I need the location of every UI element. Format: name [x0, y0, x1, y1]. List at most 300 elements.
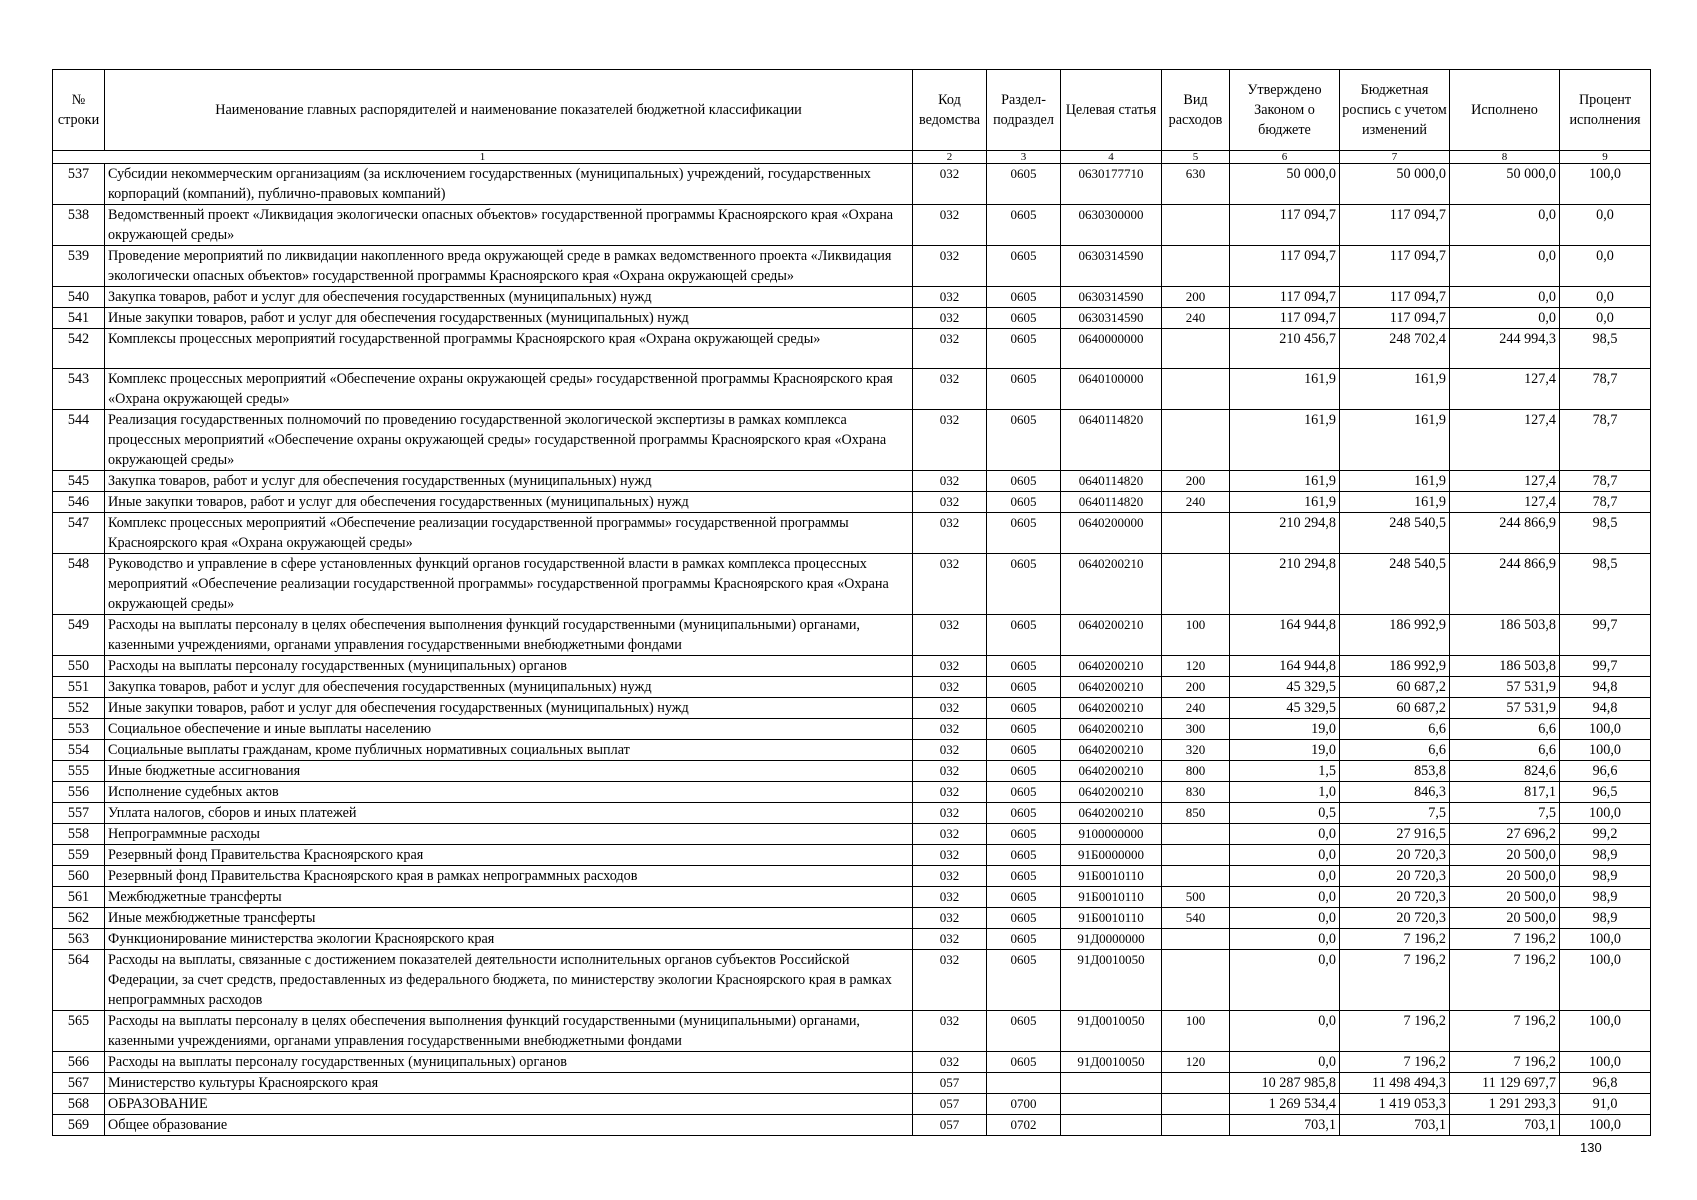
budget-schedule-cell: 20 720,3: [1340, 887, 1450, 908]
executed-cell: 186 503,8: [1450, 656, 1560, 677]
budget-schedule-cell: 248 540,5: [1340, 513, 1450, 554]
row-number-cell: 566: [53, 1052, 105, 1073]
row-name-cell: Закупка товаров, работ и услуг для обеспечения государственных (муниципальных) нужд: [105, 677, 913, 698]
target-article-cell: 0640114820: [1061, 471, 1162, 492]
row-number-cell: 559: [53, 845, 105, 866]
table-row: [53, 1073, 1651, 1094]
table-row: [53, 1011, 1651, 1052]
approved-cell: 161,9: [1230, 410, 1340, 471]
section-cell: 0605: [987, 908, 1061, 929]
percent-cell: 78,7: [1560, 410, 1651, 471]
row-number-cell: 539: [53, 246, 105, 287]
approved-cell: 703,1: [1230, 1115, 1340, 1136]
budget-schedule-cell: 7 196,2: [1340, 929, 1450, 950]
executed-cell: 7 196,2: [1450, 1011, 1560, 1052]
executed-cell: 127,4: [1450, 471, 1560, 492]
row-number-cell: 561: [53, 887, 105, 908]
executed-cell: 57 531,9: [1450, 698, 1560, 719]
header-expense-type: Вид расходов: [1162, 70, 1230, 151]
executed-cell: 186 503,8: [1450, 615, 1560, 656]
row-name-cell: Социальные выплаты гражданам, кроме публичных нормативных социальных выплат: [105, 740, 913, 761]
executed-cell: 244 866,9: [1450, 513, 1560, 554]
target-article-cell: 0630177710: [1061, 164, 1162, 205]
budget-schedule-cell: 27 916,5: [1340, 824, 1450, 845]
row-name-cell: Уплата налогов, сборов и иных платежей: [105, 803, 913, 824]
budget-schedule-cell: 161,9: [1340, 410, 1450, 471]
row-name-cell: Исполнение судебных актов: [105, 782, 913, 803]
approved-cell: 50 000,0: [1230, 164, 1340, 205]
dept-code-cell: 057: [913, 1073, 987, 1094]
dept-code-cell: 032: [913, 329, 987, 369]
budget-schedule-cell: 186 992,9: [1340, 615, 1450, 656]
expense-type-cell: 500: [1162, 887, 1230, 908]
row-number-cell: 556: [53, 782, 105, 803]
approved-cell: 164 944,8: [1230, 615, 1340, 656]
column-number: 9: [1560, 151, 1651, 164]
percent-cell: 99,7: [1560, 615, 1651, 656]
row-name-cell: Министерство культуры Красноярского края: [105, 1073, 913, 1094]
percent-cell: 98,5: [1560, 554, 1651, 615]
table-row: [53, 164, 1651, 205]
dept-code-cell: 032: [913, 369, 987, 410]
section-cell: 0605: [987, 656, 1061, 677]
approved-cell: 161,9: [1230, 492, 1340, 513]
table-header: [53, 70, 1651, 164]
executed-cell: 0,0: [1450, 287, 1560, 308]
executed-cell: 0,0: [1450, 205, 1560, 246]
table-row: [53, 554, 1651, 615]
row-name-cell: Реализация государственных полномочий по проведению государственной экологической экспертизы в рамках комплекса процессных мероприятий «Обеспечение охраны окружающей среды» государственной программы Красноярского края «Охрана окружающей среды»: [105, 410, 913, 471]
target-article-cell: 0640200210: [1061, 554, 1162, 615]
section-cell: 0605: [987, 740, 1061, 761]
row-number-cell: 540: [53, 287, 105, 308]
approved-cell: 0,0: [1230, 908, 1340, 929]
row-number-cell: 567: [53, 1073, 105, 1094]
row-name-cell: Закупка товаров, работ и услуг для обеспечения государственных (муниципальных) нужд: [105, 471, 913, 492]
header-approved: Утверждено Законом о бюджете: [1230, 70, 1340, 151]
target-article-cell: 91Д0010050: [1061, 950, 1162, 1011]
target-article-cell: [1061, 1094, 1162, 1115]
budget-schedule-cell: 1 419 053,3: [1340, 1094, 1450, 1115]
row-name-cell: ОБРАЗОВАНИЕ: [105, 1094, 913, 1115]
expense-type-cell: [1162, 1073, 1230, 1094]
table-row: [53, 1052, 1651, 1073]
expense-type-cell: [1162, 866, 1230, 887]
budget-schedule-cell: 6,6: [1340, 740, 1450, 761]
page-number: 130: [1580, 1140, 1602, 1155]
table-row: [53, 492, 1651, 513]
table-row: [53, 803, 1651, 824]
table-row: [53, 782, 1651, 803]
row-number-cell: 548: [53, 554, 105, 615]
budget-schedule-cell: 248 540,5: [1340, 554, 1450, 615]
target-article-cell: 91Д0010050: [1061, 1011, 1162, 1052]
percent-cell: 78,7: [1560, 492, 1651, 513]
section-cell: 0605: [987, 205, 1061, 246]
row-name-cell: Субсидии некоммерческим организациям (за исключением государственных (муниципальных) учреждений, государственных корпораций (компаний), публично-правовых компаний): [105, 164, 913, 205]
column-number: 6: [1230, 151, 1340, 164]
percent-cell: 0,0: [1560, 246, 1651, 287]
section-cell: 0605: [987, 308, 1061, 329]
approved-cell: 0,0: [1230, 824, 1340, 845]
target-article-cell: 9100000000: [1061, 824, 1162, 845]
row-number-cell: 563: [53, 929, 105, 950]
table-row: [53, 1115, 1651, 1136]
approved-cell: 117 094,7: [1230, 308, 1340, 329]
percent-cell: 91,0: [1560, 1094, 1651, 1115]
expense-type-cell: [1162, 1094, 1230, 1115]
budget-schedule-cell: 7 196,2: [1340, 1011, 1450, 1052]
expense-type-cell: 200: [1162, 677, 1230, 698]
budget-schedule-cell: 161,9: [1340, 492, 1450, 513]
dept-code-cell: 032: [913, 845, 987, 866]
executed-cell: 6,6: [1450, 740, 1560, 761]
row-name-cell: Иные закупки товаров, работ и услуг для обеспечения государственных (муниципальных) нужд: [105, 308, 913, 329]
dept-code-cell: 032: [913, 761, 987, 782]
table-row: [53, 246, 1651, 287]
budget-schedule-cell: 20 720,3: [1340, 866, 1450, 887]
target-article-cell: 0640114820: [1061, 410, 1162, 471]
budget-schedule-cell: 11 498 494,3: [1340, 1073, 1450, 1094]
executed-cell: 244 866,9: [1450, 554, 1560, 615]
expense-type-cell: 800: [1162, 761, 1230, 782]
dept-code-cell: 032: [913, 164, 987, 205]
column-number: 5: [1162, 151, 1230, 164]
row-number-cell: 545: [53, 471, 105, 492]
approved-cell: 0,0: [1230, 845, 1340, 866]
expense-type-cell: [1162, 329, 1230, 369]
percent-cell: 78,7: [1560, 471, 1651, 492]
executed-cell: 7 196,2: [1450, 929, 1560, 950]
expense-type-cell: 100: [1162, 615, 1230, 656]
target-article-cell: 91Д0010050: [1061, 1052, 1162, 1073]
table-row: [53, 719, 1651, 740]
table-row: [53, 513, 1651, 554]
target-article-cell: 0630314590: [1061, 287, 1162, 308]
percent-cell: 96,8: [1560, 1073, 1651, 1094]
budget-execution-table: [52, 69, 1651, 1136]
target-article-cell: 0640100000: [1061, 369, 1162, 410]
column-number: 3: [987, 151, 1061, 164]
expense-type-cell: [1162, 513, 1230, 554]
expense-type-cell: [1162, 950, 1230, 1011]
expense-type-cell: 240: [1162, 698, 1230, 719]
percent-cell: 100,0: [1560, 1011, 1651, 1052]
approved-cell: 0,0: [1230, 866, 1340, 887]
table-row: [53, 929, 1651, 950]
budget-schedule-cell: 853,8: [1340, 761, 1450, 782]
executed-cell: 1 291 293,3: [1450, 1094, 1560, 1115]
row-name-cell: Функционирование министерства экологии Красноярского края: [105, 929, 913, 950]
budget-schedule-cell: 161,9: [1340, 369, 1450, 410]
column-number-row: [53, 151, 1651, 164]
row-name-cell: Расходы на выплаты, связанные с достижением показателей деятельности исполнительных органов субъектов Российской Федерации, за счет средств, предоставленных из федерального бюджета, по министерству экологии Красноярского края в рамках непрограммных расходов: [105, 950, 913, 1011]
dept-code-cell: 032: [913, 887, 987, 908]
table-row: [53, 698, 1651, 719]
row-name-cell: Расходы на выплаты персоналу государственных (муниципальных) органов: [105, 656, 913, 677]
table-row: [53, 740, 1651, 761]
approved-cell: 0,0: [1230, 1011, 1340, 1052]
header-percent: Процент исполнения: [1560, 70, 1651, 151]
row-number-cell: 558: [53, 824, 105, 845]
percent-cell: 98,9: [1560, 866, 1651, 887]
approved-cell: 117 094,7: [1230, 246, 1340, 287]
dept-code-cell: 032: [913, 205, 987, 246]
executed-cell: 20 500,0: [1450, 908, 1560, 929]
dept-code-cell: 032: [913, 554, 987, 615]
table-row: [53, 824, 1651, 845]
approved-cell: 45 329,5: [1230, 677, 1340, 698]
budget-schedule-cell: 846,3: [1340, 782, 1450, 803]
budget-schedule-cell: 117 094,7: [1340, 205, 1450, 246]
approved-cell: 0,5: [1230, 803, 1340, 824]
approved-cell: 1,5: [1230, 761, 1340, 782]
budget-schedule-cell: 7,5: [1340, 803, 1450, 824]
approved-cell: 19,0: [1230, 719, 1340, 740]
expense-type-cell: 540: [1162, 908, 1230, 929]
section-cell: 0605: [987, 698, 1061, 719]
row-name-cell: Социальное обеспечение и иные выплаты населению: [105, 719, 913, 740]
row-number-cell: 569: [53, 1115, 105, 1136]
target-article-cell: 91Б0010110: [1061, 866, 1162, 887]
row-number-cell: 544: [53, 410, 105, 471]
target-article-cell: 0630300000: [1061, 205, 1162, 246]
row-number-cell: 538: [53, 205, 105, 246]
approved-cell: 0,0: [1230, 1052, 1340, 1073]
budget-schedule-cell: 703,1: [1340, 1115, 1450, 1136]
expense-type-cell: 120: [1162, 1052, 1230, 1073]
percent-cell: 100,0: [1560, 803, 1651, 824]
section-cell: 0605: [987, 287, 1061, 308]
target-article-cell: 91Д0000000: [1061, 929, 1162, 950]
row-name-cell: Расходы на выплаты персоналу в целях обеспечения выполнения функций государственными (муниципальными) органами, казенными учреждениями, органами управления государственными внебюджетными фондами: [105, 1011, 913, 1052]
dept-code-cell: 032: [913, 803, 987, 824]
budget-schedule-cell: 60 687,2: [1340, 698, 1450, 719]
approved-cell: 0,0: [1230, 887, 1340, 908]
expense-type-cell: [1162, 369, 1230, 410]
section-cell: 0605: [987, 164, 1061, 205]
section-cell: 0605: [987, 246, 1061, 287]
expense-type-cell: 300: [1162, 719, 1230, 740]
section-cell: 0605: [987, 803, 1061, 824]
expense-type-cell: 830: [1162, 782, 1230, 803]
expense-type-cell: 240: [1162, 308, 1230, 329]
percent-cell: 0,0: [1560, 308, 1651, 329]
budget-schedule-cell: 161,9: [1340, 471, 1450, 492]
row-name-cell: Иные закупки товаров, работ и услуг для обеспечения государственных (муниципальных) нужд: [105, 698, 913, 719]
expense-type-cell: 200: [1162, 471, 1230, 492]
row-number-cell: 543: [53, 369, 105, 410]
section-cell: 0700: [987, 1094, 1061, 1115]
row-number-cell: 554: [53, 740, 105, 761]
section-cell: 0605: [987, 782, 1061, 803]
expense-type-cell: [1162, 1115, 1230, 1136]
budget-schedule-cell: 20 720,3: [1340, 908, 1450, 929]
row-name-cell: Резервный фонд Правительства Красноярского края в рамках непрограммных расходов: [105, 866, 913, 887]
row-name-cell: Комплекс процессных мероприятий «Обеспечение реализации государственной программы» государственной программы Красноярского края «Охрана окружающей среды»: [105, 513, 913, 554]
header-section: Раздел-подраздел: [987, 70, 1061, 151]
row-number-cell: 562: [53, 908, 105, 929]
executed-cell: 127,4: [1450, 492, 1560, 513]
dept-code-cell: 032: [913, 719, 987, 740]
row-name-cell: Комплекс процессных мероприятий «Обеспечение охраны окружающей среды» государственной программы Красноярского края «Охрана окружающей среды»: [105, 369, 913, 410]
approved-cell: 1 269 534,4: [1230, 1094, 1340, 1115]
executed-cell: 27 696,2: [1450, 824, 1560, 845]
approved-cell: 210 456,7: [1230, 329, 1340, 369]
row-name-cell: Ведомственный проект «Ликвидация экологически опасных объектов» государственной программы Красноярского края «Охрана окружающей среды»: [105, 205, 913, 246]
row-name-cell: Руководство и управление в сфере установленных функций органов государственной власти в рамках комплекса процессных мероприятий «Обеспечение реализации государственной программы» государственной программы Красноярского края «Охрана окружающей среды»: [105, 554, 913, 615]
target-article-cell: 0640200210: [1061, 698, 1162, 719]
target-article-cell: 0640114820: [1061, 492, 1162, 513]
row-name-cell: Иные закупки товаров, работ и услуг для обеспечения государственных (муниципальных) нужд: [105, 492, 913, 513]
section-cell: 0605: [987, 1052, 1061, 1073]
percent-cell: 98,5: [1560, 513, 1651, 554]
executed-cell: 127,4: [1450, 410, 1560, 471]
row-name-cell: Общее образование: [105, 1115, 913, 1136]
approved-cell: 45 329,5: [1230, 698, 1340, 719]
row-name-cell: Межбюджетные трансферты: [105, 887, 913, 908]
section-cell: 0605: [987, 615, 1061, 656]
approved-cell: 210 294,8: [1230, 513, 1340, 554]
section-cell: 0605: [987, 410, 1061, 471]
target-article-cell: 0640200210: [1061, 615, 1162, 656]
section-cell: 0605: [987, 677, 1061, 698]
executed-cell: 7,5: [1450, 803, 1560, 824]
table-row: [53, 656, 1651, 677]
dept-code-cell: 032: [913, 615, 987, 656]
section-cell: 0605: [987, 761, 1061, 782]
expense-type-cell: [1162, 410, 1230, 471]
row-number-cell: 547: [53, 513, 105, 554]
row-name-cell: Непрограммные расходы: [105, 824, 913, 845]
percent-cell: 96,5: [1560, 782, 1651, 803]
percent-cell: 99,2: [1560, 824, 1651, 845]
approved-cell: 161,9: [1230, 471, 1340, 492]
table-row: [53, 887, 1651, 908]
row-number-cell: 568: [53, 1094, 105, 1115]
header-budget-schedule: Бюджетная роспись с учетом изменений: [1340, 70, 1450, 151]
row-number-cell: 557: [53, 803, 105, 824]
budget-schedule-cell: 117 094,7: [1340, 287, 1450, 308]
executed-cell: 824,6: [1450, 761, 1560, 782]
expense-type-cell: [1162, 246, 1230, 287]
target-article-cell: [1061, 1115, 1162, 1136]
row-number-cell: 564: [53, 950, 105, 1011]
budget-schedule-cell: 7 196,2: [1340, 950, 1450, 1011]
target-article-cell: 0640200000: [1061, 513, 1162, 554]
row-number-cell: 546: [53, 492, 105, 513]
target-article-cell: 91Б0000000: [1061, 845, 1162, 866]
row-number-cell: 555: [53, 761, 105, 782]
expense-type-cell: 100: [1162, 1011, 1230, 1052]
section-cell: 0605: [987, 719, 1061, 740]
executed-cell: 244 994,3: [1450, 329, 1560, 369]
dept-code-cell: 032: [913, 471, 987, 492]
expense-type-cell: 200: [1162, 287, 1230, 308]
executed-cell: 0,0: [1450, 246, 1560, 287]
executed-cell: 20 500,0: [1450, 866, 1560, 887]
expense-type-cell: [1162, 205, 1230, 246]
row-name-cell: Комплексы процессных мероприятий государственной программы Красноярского края «Охрана окружающей среды»: [105, 329, 913, 369]
table-body: [53, 164, 1651, 1136]
row-number-cell: 542: [53, 329, 105, 369]
table-row: [53, 205, 1651, 246]
percent-cell: 78,7: [1560, 369, 1651, 410]
section-cell: 0702: [987, 1115, 1061, 1136]
row-number-cell: 551: [53, 677, 105, 698]
budget-schedule-cell: 248 702,4: [1340, 329, 1450, 369]
row-name-cell: Проведение мероприятий по ликвидации накопленного вреда окружающей среде в рамках ведомственного проекта «Ликвидация экологически опасных объектов» государственной программы Красноярского края «Охрана окружающей среды»: [105, 246, 913, 287]
section-cell: 0605: [987, 929, 1061, 950]
budget-schedule-cell: 20 720,3: [1340, 845, 1450, 866]
dept-code-cell: 032: [913, 1011, 987, 1052]
dept-code-cell: 032: [913, 782, 987, 803]
percent-cell: 100,0: [1560, 1052, 1651, 1073]
target-article-cell: 0640200210: [1061, 782, 1162, 803]
dept-code-cell: 057: [913, 1115, 987, 1136]
budget-schedule-cell: 6,6: [1340, 719, 1450, 740]
approved-cell: 161,9: [1230, 369, 1340, 410]
section-cell: 0605: [987, 1011, 1061, 1052]
target-article-cell: 0640200210: [1061, 740, 1162, 761]
target-article-cell: 0630314590: [1061, 308, 1162, 329]
budget-schedule-cell: 117 094,7: [1340, 246, 1450, 287]
executed-cell: 11 129 697,7: [1450, 1073, 1560, 1094]
executed-cell: 7 196,2: [1450, 1052, 1560, 1073]
target-article-cell: 0640200210: [1061, 719, 1162, 740]
executed-cell: 50 000,0: [1450, 164, 1560, 205]
section-cell: 0605: [987, 329, 1061, 369]
percent-cell: 94,8: [1560, 698, 1651, 719]
percent-cell: 96,6: [1560, 761, 1651, 782]
dept-code-cell: 032: [913, 287, 987, 308]
target-article-cell: 0640200210: [1061, 803, 1162, 824]
percent-cell: 0,0: [1560, 205, 1651, 246]
table-row: [53, 677, 1651, 698]
header-executed: Исполнено: [1450, 70, 1560, 151]
row-number-cell: 550: [53, 656, 105, 677]
row-name-cell: Иные межбюджетные трансферты: [105, 908, 913, 929]
executed-cell: 20 500,0: [1450, 887, 1560, 908]
section-cell: 0605: [987, 554, 1061, 615]
dept-code-cell: 032: [913, 513, 987, 554]
dept-code-cell: 032: [913, 698, 987, 719]
expense-type-cell: [1162, 824, 1230, 845]
table-row: [53, 950, 1651, 1011]
budget-schedule-cell: 7 196,2: [1340, 1052, 1450, 1073]
column-number: 4: [1061, 151, 1162, 164]
target-article-cell: 0640200210: [1061, 677, 1162, 698]
target-article-cell: 0630314590: [1061, 246, 1162, 287]
row-number-cell: 541: [53, 308, 105, 329]
header-row-number: № строки: [53, 70, 105, 151]
executed-cell: 20 500,0: [1450, 845, 1560, 866]
approved-cell: 210 294,8: [1230, 554, 1340, 615]
expense-type-cell: 850: [1162, 803, 1230, 824]
expense-type-cell: [1162, 845, 1230, 866]
expense-type-cell: 320: [1162, 740, 1230, 761]
dept-code-cell: 032: [913, 950, 987, 1011]
column-number: 8: [1450, 151, 1560, 164]
budget-schedule-cell: 60 687,2: [1340, 677, 1450, 698]
table-row: [53, 1094, 1651, 1115]
percent-cell: 100,0: [1560, 950, 1651, 1011]
header-dept-code: Код ведомства: [913, 70, 987, 151]
executed-cell: 6,6: [1450, 719, 1560, 740]
dept-code-cell: 032: [913, 1052, 987, 1073]
table-row: [53, 410, 1651, 471]
section-cell: 0605: [987, 471, 1061, 492]
